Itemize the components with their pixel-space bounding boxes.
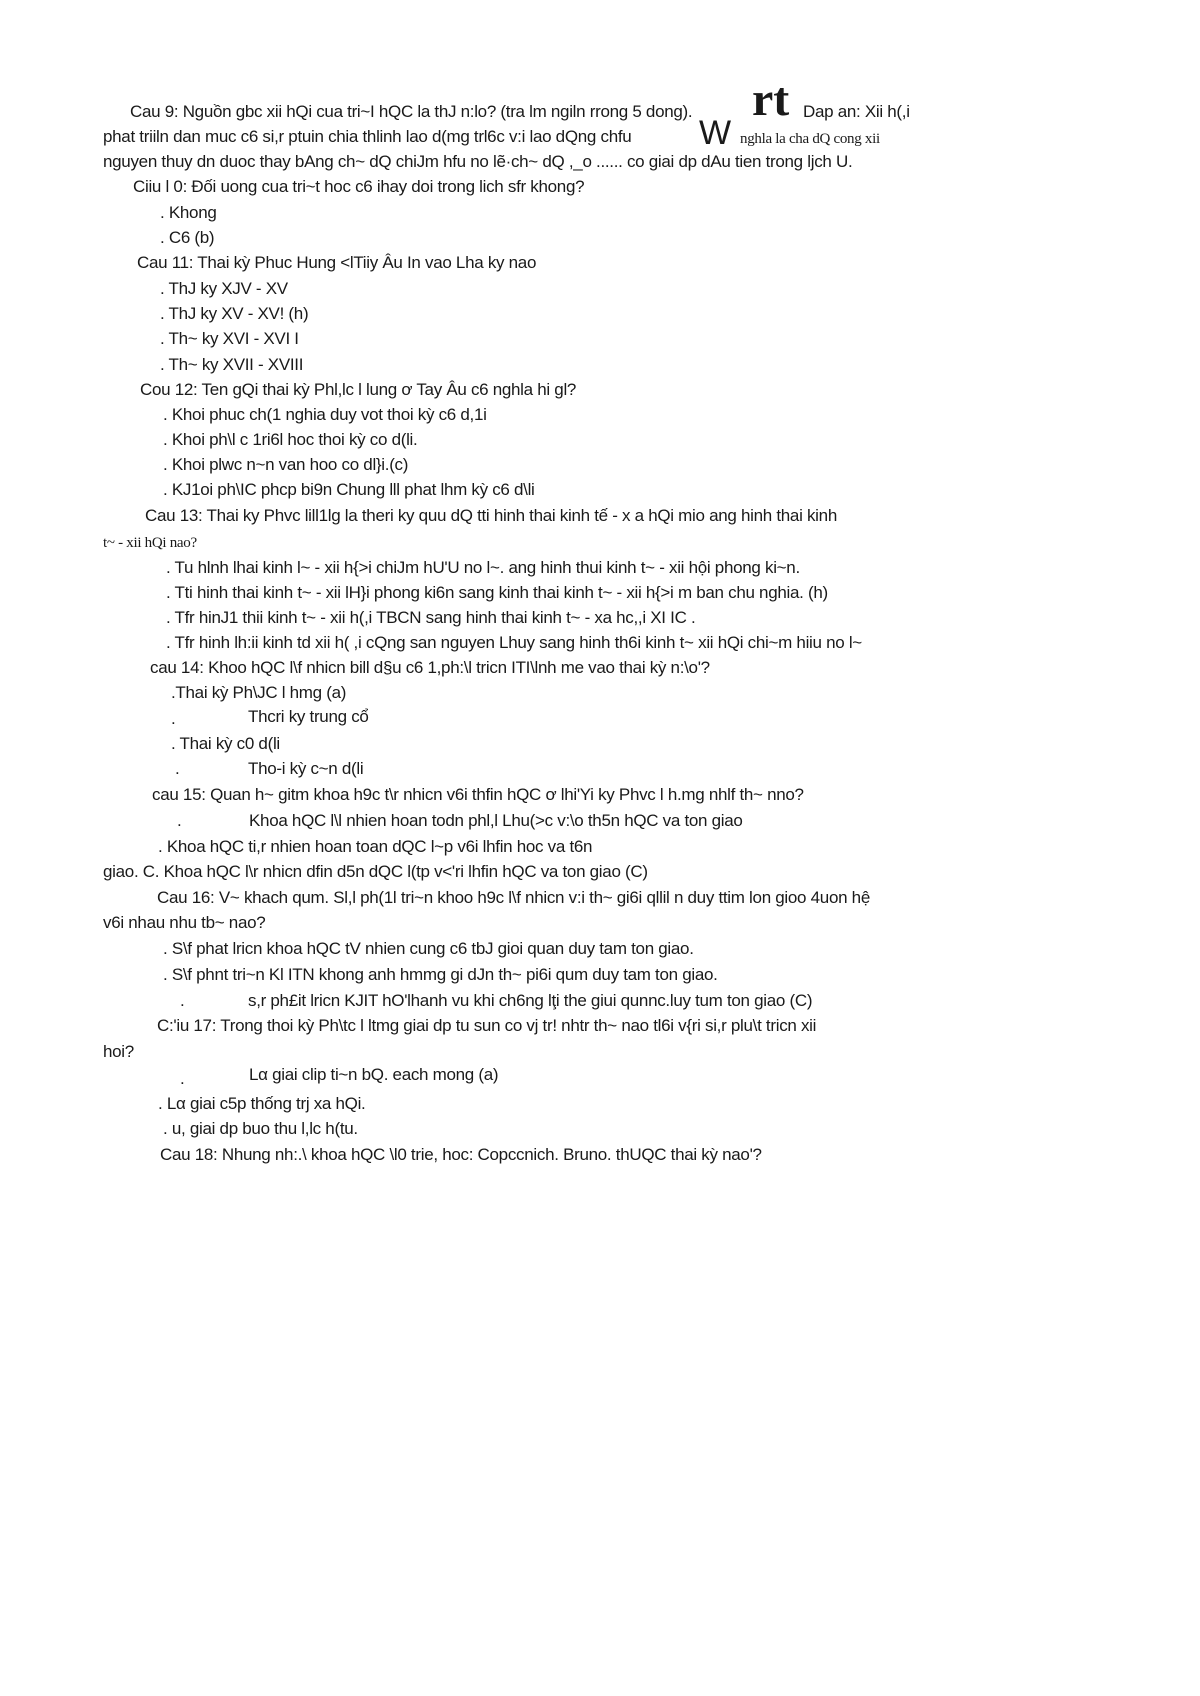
q15-option-b-c: giao. C. Khoa hQC l\r nhicn dfin d5n dQC l(tp v<'ri lhfin hQC va ton giao (C) <box>103 862 648 881</box>
q17-question-2: hoi? <box>103 1042 134 1061</box>
q16-option-b: . S\f phnt tri~n Kl ITN khong anh hmmg gi dJn th~ pi6i qum duy tam ton giao. <box>163 965 718 984</box>
q17-question-1: C:'iu 17: Trong thoi kỳ Ph\tc l ltmg giai dp tu sun co vj tr! nhtr th~ nao tl6i v{ri si,r plu\t tricn xii <box>157 1016 817 1035</box>
q9-answer-label: Dap an: Xii h(,i <box>803 102 910 121</box>
q17-option-c: . u, giai dp buo thu l,lc h(tu. <box>163 1119 358 1138</box>
q16-option-c-bullet: . <box>180 991 185 1010</box>
q16-question-1: Cau 16: V~ khach qum. Sl,l ph(1l tri~n khoo h9c l\f nhicn v:i th~ gi6i qllil n duy ttim lon gioo 4uon hệ <box>157 888 870 907</box>
q15-question: cau 15: Quan h~ gitm khoa h9c t\r nhicn v6i thfin hQC ơ lhi'Yi ky Phvc l h.mg nhlf th~ nno? <box>152 785 804 804</box>
q14-option-a: .Thai kỳ Ph\JC l hmg (a) <box>171 683 347 702</box>
q14-option-b: Thcri ky trung cổ <box>248 707 369 726</box>
q11-option-d: . Th~ ky XVII - XVIII <box>160 355 304 374</box>
q16-question-2: v6i nhau nhu tb~ nao? <box>103 913 266 932</box>
q13-question-1: Cau 13: Thai ky Phvc lill1lg la theri ky quu dQ tti hinh thai kinh tế - x a hQi mio ang hinh thai kinh <box>145 506 837 525</box>
q17-option-b: . Lα giai c5p thống trj xa hQi. <box>158 1094 366 1113</box>
q16-option-a: . S\f phat lricn khoa hQC tV nhien cung c6 tbJ gioi quan duy tam ton giao. <box>163 939 694 958</box>
q13-option-c: . Tfr hinJ1 thii kinh t~ - xii h(,i TBCN sang hinh thai kinh t~ - xa hc,,i XI IC . <box>166 608 696 627</box>
q12-question: Cou 12: Ten gQi thai kỳ Phl,lc l lung ơ Tay Âu c6 nghla hi gl? <box>140 380 577 399</box>
q9-line-3: nguyen thuy dn duoc thay bAng ch~ dQ chiJm hfu no lẽ·ch~ dQ ,_o ...... co giai dp dAu tien trong ljch U. <box>103 152 853 171</box>
q12-option-d: . KJ1oi ph\IC phcp bi9n Chung lll phat lhm kỳ c6 d\li <box>163 480 535 499</box>
q9-line-1: Cau 9: Nguồn gbc xii hQi cua tri~I hQC la thJ n:lo? (tra lm ngiln rrong 5 dong). <box>130 102 693 121</box>
q13-question-2: t~ - xii hQi nao? <box>103 535 197 551</box>
q14-question: cau 14: Khoo hQC l\f nhicn bill d§u c6 1,ph:\l tricn ITI\lnh me vao thai kỳ n:\o'? <box>150 658 710 677</box>
q11-option-c: . Th~ ky XVI - XVI I <box>160 329 299 348</box>
q12-option-c: . Khoi plwc n~n van hoo co dl}i.(c) <box>163 455 409 474</box>
q10-question: Ciiu l 0: Đối uong cua tri~t hoc c6 ihay doi trong lich sfr khong? <box>133 177 585 196</box>
q9-line-2: phat triiln dan muc c6 si,r ptuin chia thlinh lao d(mg trl6c v:i lao dQng chfu <box>103 127 632 146</box>
q14-option-d: Tho-i kỳ c~n d(li <box>248 759 364 778</box>
q14-option-b-bullet: . <box>171 709 176 728</box>
q17-option-a-bullet: . <box>180 1069 185 1088</box>
q15-option-a: Khoa hQC l\l nhien hoan todn phl,l Lhu(>c v:\o th5n hQC va ton giao <box>249 811 743 830</box>
q13-option-b: . Tti hinh thai kinh t~ - xii lH}i phong ki6n sang kinh thai kinh t~ - xii h{>i m ban chu nghia. (h) <box>166 583 828 602</box>
q17-option-a: Lα giai clip ti~n bQ. each mong (a) <box>249 1065 499 1084</box>
scan-artifact-w: W <box>699 114 732 152</box>
q9-line-2b: nghla la cha dQ cong xii <box>740 131 880 147</box>
q16-option-c: s,r ph£it lricn KJIT hO'lhanh vu khi ch6ng lţi the giui qunnc.luy tum ton giao (C) <box>248 991 813 1010</box>
q14-option-c: . Thai kỳ c0 d(li <box>171 734 280 753</box>
q10-option-b: . C6 (b) <box>160 228 215 247</box>
q10-option-a: . Khong <box>160 203 217 222</box>
q13-option-d: . Tfr hinh lh:ii kinh td xii h( ,i cQng san nguyen Lhuy sang hinh th6i kinh t~ xii hQi chi~m hiiu no l~ <box>166 633 862 652</box>
q12-option-a: . Khoi phuc ch(1 nghia duy vot thoi kỳ c6 d,1i <box>163 405 487 424</box>
scan-artifact-rt: rt <box>752 73 790 126</box>
q15-option-a-bullet: . <box>177 811 182 830</box>
q18-question: Cau 18: Nhung nh:.\ khoa hQC \l0 trie, hoc: Copccnich. Bruno. thUQC thai kỳ nao'? <box>160 1145 762 1164</box>
q11-option-b: . ThJ ky XV - XV! (h) <box>160 304 309 323</box>
q11-question: Cau 11: Thai kỳ Phuc Hung <lTiiy Âu In vao Lha ky nao <box>137 253 537 272</box>
q12-option-b: . Khoi ph\l c 1ri6l hoc thoi kỳ co d(li. <box>163 430 418 449</box>
q11-option-a: . ThJ ky XJV - XV <box>160 279 288 298</box>
q15-option-b: . Khoa hQC ti,r nhien hoan toan dQC l~p v6i lhfin hoc va t6n <box>158 837 593 856</box>
q14-option-d-bullet: . <box>175 759 180 778</box>
q13-option-a: . Tu hlnh lhai kinh l~ - xii h{>i chiJm hU'U no l~. ang hinh thui kinh t~ - xii hội phong ki~n. <box>166 558 800 577</box>
